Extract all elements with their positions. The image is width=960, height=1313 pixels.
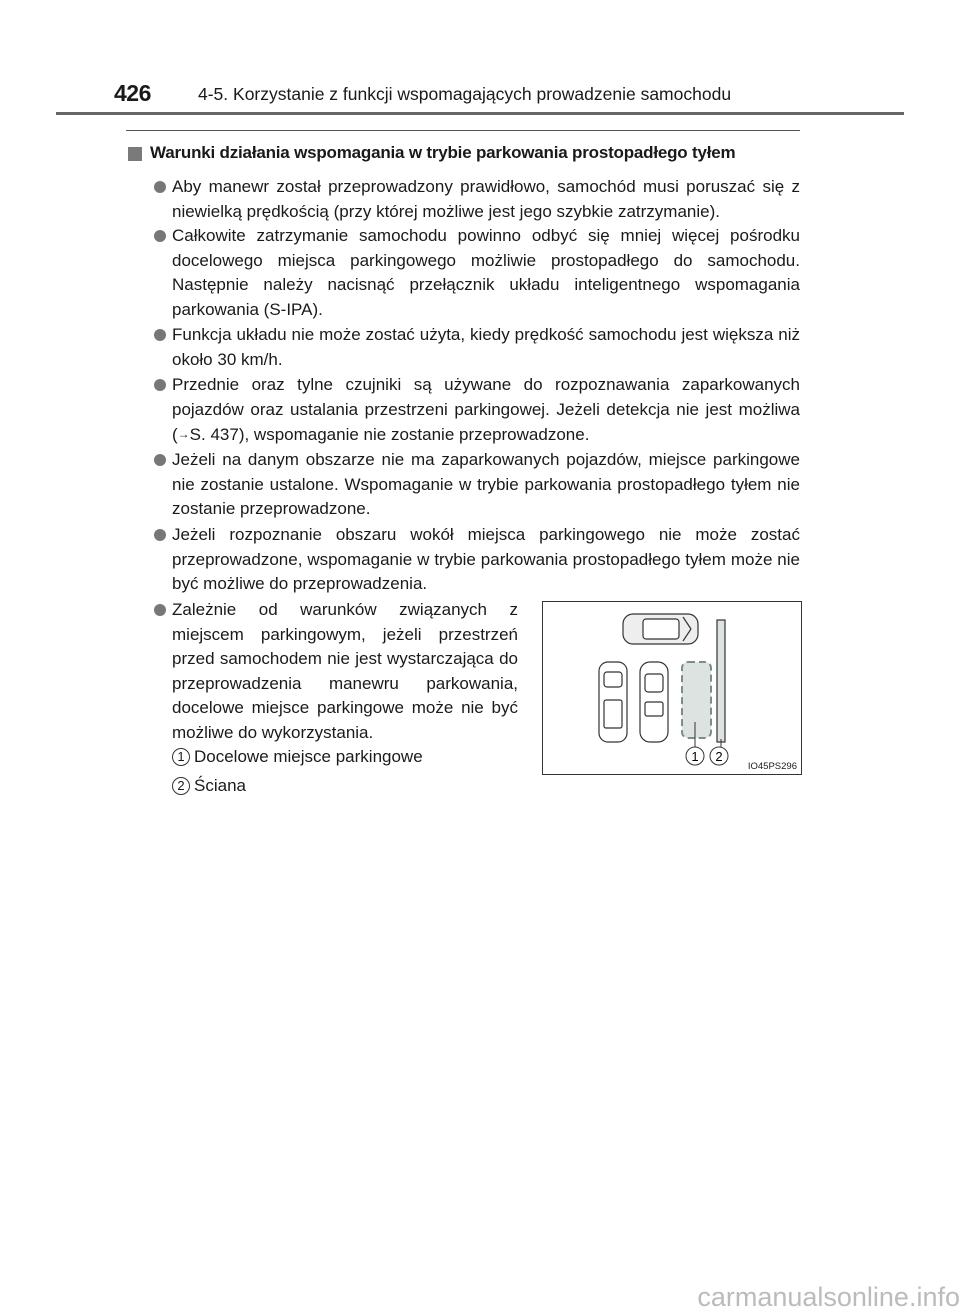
target-parking-space <box>682 662 711 738</box>
svg-text:1: 1 <box>691 749 699 764</box>
chapter-title: 4-5. Korzystanie z funkcji wspomagających prowadzenie samochodu <box>198 84 732 104</box>
bullet-item: Jeżeli rozpoznanie obszaru wokół miejsca parkingowego nie może zostać przeprowadzone, wspomaganie w trybie parkowania prostopadłego tyłem może nie być możliwe do przeprowadzenia. <box>172 523 800 597</box>
wall <box>717 620 725 742</box>
bullet-icon <box>154 529 166 541</box>
car-top-icon <box>623 614 698 644</box>
bullet-item: Przednie oraz tylne czujniki są używane do rozpoznawania zaparkowanych pojazdów oraz ustalania przestrzeni parkingowej. Jeżeli detekcja nie jest możliwa (→S. 437), wspomaganie nie zostanie przeprowadzone. <box>172 373 800 448</box>
section-square-icon <box>128 147 142 161</box>
arrow-icon: → <box>177 427 190 442</box>
bullet-icon <box>154 230 166 242</box>
car-middle-icon <box>640 662 668 742</box>
section-title: Warunki działania wspomagania w trybie parkowania prostopadłego tyłem <box>150 143 736 162</box>
watermark: carmanualsonline.info <box>697 1282 960 1312</box>
bullet-item: Zależnie od warunków związanych z miejscem parkingowym, jeżeli przestrzeń przed samochodem nie jest wystarczająca do przeprowadzenia manewru parkowania, docelowe miejsce parkingowe może nie być możliwe do wykorzystania. <box>172 598 518 746</box>
page-number: 426 <box>114 80 151 106</box>
bullet-icon <box>154 454 166 466</box>
bullet-item: Całkowite zatrzymanie samochodu powinno odbyć się mniej więcej pośrodku docelowego miejsca parkingowego możliwie prostopadłego do samochodu. Następnie należy nacisnąć przełącznik układu inteligentnego wspomagania parkowania (S-IPA). <box>172 224 800 322</box>
legend-item: 2 Ściana <box>172 776 246 796</box>
svg-text:2: 2 <box>715 749 723 764</box>
figure-code: IO45PS296 <box>747 761 797 772</box>
section-rule <box>126 130 800 131</box>
bullet-icon <box>154 379 166 391</box>
parking-diagram <box>543 602 801 774</box>
legend-item: 1 Docelowe miejsce parkingowe <box>172 747 423 767</box>
bullet-icon <box>154 604 166 616</box>
header-rule <box>56 112 904 115</box>
bullet-icon <box>154 329 166 341</box>
page-reference-link[interactable]: S. 437), wspomaganie nie zostanie przeprowadzone. <box>189 425 590 445</box>
bullet-item: Aby manewr został przeprowadzony prawidłowo, samochód musi poruszać się z niewielką prędkością (przy której możliwe jest jego szybkie zatrzymanie). <box>172 175 800 224</box>
car-left-icon <box>599 662 627 742</box>
bullet-icon <box>154 181 166 193</box>
bullet-item: Funkcja układu nie może zostać użyta, kiedy prędkość samochodu jest większa niż około 30 km/h. <box>172 323 800 372</box>
parking-illustration <box>542 601 802 775</box>
bullet-item: Jeżeli na danym obszarze nie ma zaparkowanych pojazdów, miejsce parkingowe nie zostanie ustalone. Wspomaganie w trybie parkowania prostopadłego tyłem nie zostanie przeprowadzone. <box>172 448 800 522</box>
